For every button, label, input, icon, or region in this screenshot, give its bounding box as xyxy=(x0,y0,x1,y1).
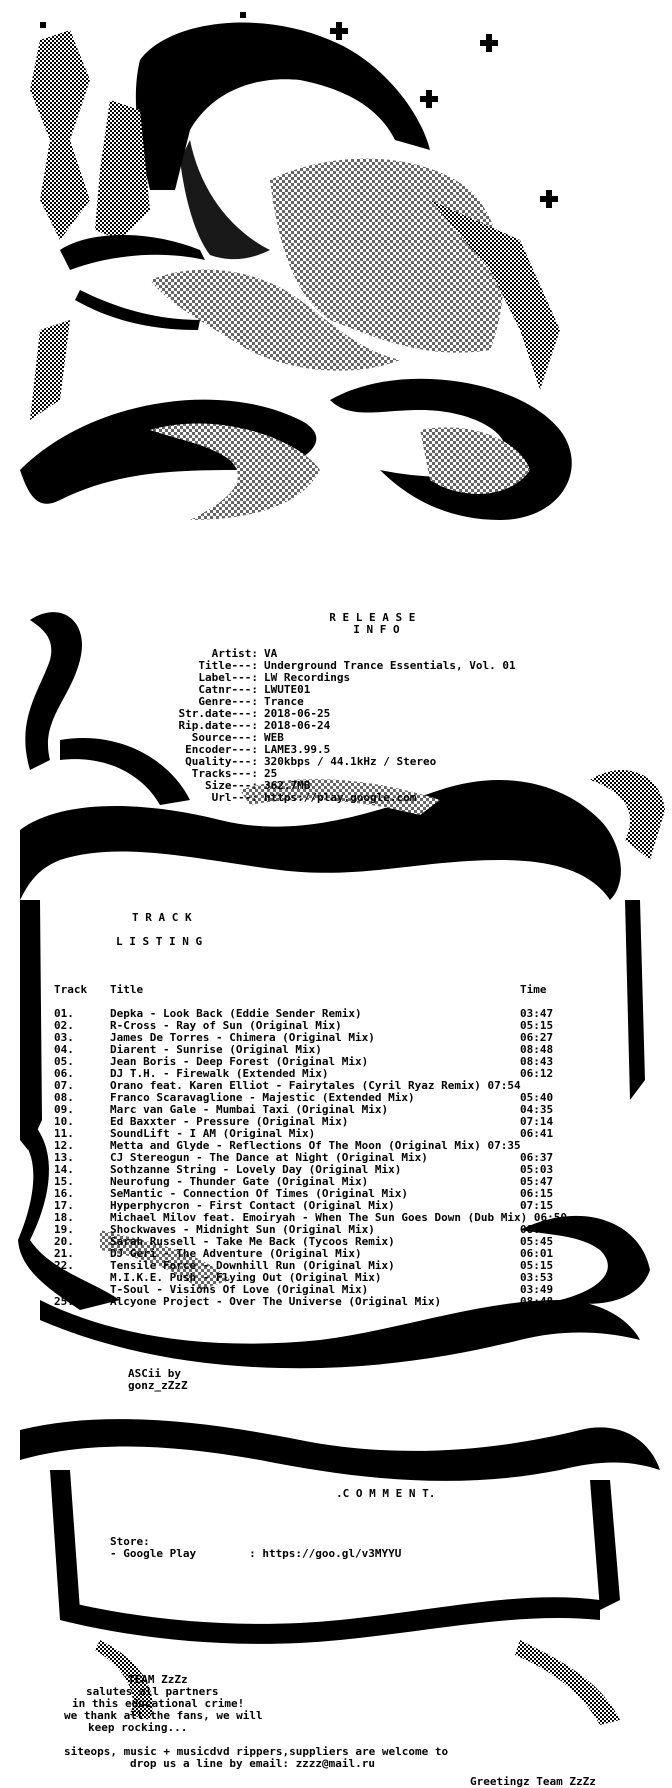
info-label: Encoder---: xyxy=(185,743,258,756)
track-number: 15. xyxy=(54,1175,74,1188)
release-heading-line2: I N F O xyxy=(353,623,400,636)
track-title: Alcyone Project - Over The Universe (Original Mix) xyxy=(110,1295,442,1308)
track-title: T-Soul - Visions Of Love (Original Mix) xyxy=(110,1283,369,1296)
col-time-header: Time xyxy=(520,983,547,996)
track-title: Metta and Glyde - Reflections Of The Moon (Original Mix) 07:35 xyxy=(110,1139,521,1152)
track-title: James De Torres - Chimera (Original Mix) xyxy=(110,1031,375,1044)
track-time: 06:12 xyxy=(520,1067,554,1080)
track-number: 09. xyxy=(54,1103,74,1116)
track-title: Hyperphycron - First Contact (Original Mix) xyxy=(110,1199,395,1212)
track-time: 04:35 xyxy=(520,1103,554,1116)
info-label: Rip.date---: xyxy=(178,719,258,732)
track-number: 03. xyxy=(54,1031,74,1044)
footer-line3: we thank all the fans, we will xyxy=(64,1709,263,1722)
track-time: 05:40 xyxy=(520,1091,554,1104)
track-number: 24. xyxy=(54,1283,74,1296)
footer-line6: drop us a line by email: zzzz@mail.ru xyxy=(130,1757,376,1770)
info-value: 25 xyxy=(264,767,278,780)
info-value: https://play.google.com xyxy=(264,791,417,804)
track-title: Shockwaves - Midnight Sun (Original Mix) xyxy=(110,1223,375,1236)
info-value: 320kbps / 44.1kHz / Stereo xyxy=(264,755,437,768)
track-number: 20. xyxy=(54,1235,74,1248)
info-value: 2018-06-25 xyxy=(264,707,331,720)
track-title: Franco Scaravaglione - Majestic (Extended Mix) xyxy=(110,1091,415,1104)
footer-line5: siteops, music + musicdvd rippers,suppliers are welcome to xyxy=(64,1745,449,1758)
rippers-heading: .R I P P E R S. xyxy=(336,1463,436,1476)
track-title: Sarah Russell - Take Me Back (Tycoos Remix) xyxy=(110,1235,395,1248)
track-number: 16. xyxy=(54,1187,74,1200)
track-title: Orano feat. Karen Elliot - Fairytales (Cyril Ryaz Remix) 07:54 xyxy=(110,1079,521,1092)
track-number: 22. xyxy=(54,1259,74,1272)
info-label: Size---: xyxy=(205,779,258,792)
info-label: Source---: xyxy=(191,731,258,744)
track-number: 17. xyxy=(54,1199,74,1212)
listing-heading: L I S T I N G xyxy=(116,935,203,948)
track-time: 06:41 xyxy=(520,1127,554,1140)
track-time: 07:15 xyxy=(520,1199,554,1212)
track-number: 11. xyxy=(54,1127,74,1140)
footer-greet: Greetingz Team ZzZz xyxy=(470,1775,596,1788)
track-time: 05:47 xyxy=(520,1175,554,1188)
info-label: Url---: xyxy=(211,791,258,804)
info-label: Genre---: xyxy=(198,695,258,708)
ascii-credit-line1: ASCii by xyxy=(128,1367,181,1380)
track-number: 08. xyxy=(54,1091,74,1104)
track-number: 19. xyxy=(54,1223,74,1236)
info-value: Underground Trance Essentials, Vol. 01 xyxy=(264,659,516,672)
track-title: SeMantic - Connection Of Times (Original Mix) xyxy=(110,1187,409,1200)
track-time: 05:15 xyxy=(520,1019,554,1032)
track-time: 05:15 xyxy=(520,1259,554,1272)
track-title: Marc van Gale - Mumbai Taxi (Original Mix) xyxy=(110,1103,389,1116)
info-value: 362.7MB xyxy=(264,779,311,792)
track-number: 04. xyxy=(54,1043,74,1056)
track-title: Diarent - Sunrise (Original Mix) xyxy=(110,1043,322,1056)
track-title: DJ T.H. - Firewalk (Extended Mix) xyxy=(110,1067,329,1080)
footer-line1: salutes all partners xyxy=(86,1685,219,1698)
track-time: 03:49 xyxy=(520,1283,554,1296)
track-number: 06. xyxy=(54,1067,74,1080)
info-value: 2018-06-24 xyxy=(264,719,331,732)
info-label: Catnr---: xyxy=(198,683,258,696)
track-number: 18. xyxy=(54,1211,74,1224)
track-title: SoundLift - I AM (Original Mix) xyxy=(110,1127,316,1140)
track-title: CJ Stereogun - The Dance at Night (Original Mix) xyxy=(110,1151,428,1164)
track-number: 12. xyxy=(54,1139,74,1152)
info-label: Title---: xyxy=(198,659,258,672)
track-number: 02. xyxy=(54,1019,74,1032)
info-value: VA xyxy=(264,647,278,660)
track-time: 03:53 xyxy=(520,1271,554,1284)
track-title: DJ Geri - The Adventure (Original Mix) xyxy=(110,1247,362,1260)
store-entry: - Google Play : https://goo.gl/v3MYYU xyxy=(110,1547,402,1560)
track-time: 06:01 xyxy=(520,1247,554,1260)
track-time: 05:03 xyxy=(520,1163,554,1176)
release-info-subheading xyxy=(340,612,400,636)
track-time: 08:07 xyxy=(520,1223,554,1236)
col-title-header: Title xyxy=(110,983,144,996)
col-track-header: Track xyxy=(54,983,88,996)
track-row xyxy=(54,1296,614,1308)
store-label: Store: xyxy=(110,1535,150,1548)
track-time: 08:43 xyxy=(520,1055,554,1068)
track-title: R-Cross - Ray of Sun (Original Mix) xyxy=(110,1019,342,1032)
track-number: 25. xyxy=(54,1295,74,1308)
track-time: 03:47 xyxy=(520,1007,554,1020)
track-time: 08:48 xyxy=(520,1043,554,1056)
track-number: 10. xyxy=(54,1115,74,1128)
info-label: Str.date---: xyxy=(178,707,258,720)
track-time: 08:48 xyxy=(520,1295,554,1308)
info-value: LW Recordings xyxy=(264,671,351,684)
track-title: M.I.K.E. Push - Flying Out (Original Mix) xyxy=(110,1271,382,1284)
track-title: Tensile Force - Downhill Run (Original Mix) xyxy=(110,1259,395,1272)
track-number: 13. xyxy=(54,1151,74,1164)
track-title: Ed Baxxter - Pressure (Original Mix) xyxy=(110,1115,349,1128)
track-number: 23. xyxy=(54,1271,74,1284)
footer-line4: keep rocking... xyxy=(88,1721,188,1734)
anime-portrait-art xyxy=(30,12,560,390)
info-label: Quality---: xyxy=(185,755,258,768)
release-heading-line1: R E L E A S E xyxy=(329,611,416,624)
info-value: LWUTE01 xyxy=(264,683,311,696)
track-time: 06:27 xyxy=(520,1031,554,1044)
info-value: Trance xyxy=(264,695,304,708)
track-number: 07. xyxy=(54,1079,74,1092)
footer-line2: in this educational crime! xyxy=(72,1697,245,1710)
track-time: 05:45 xyxy=(520,1235,554,1248)
footer-team: TEAM ZzZz xyxy=(128,1673,188,1686)
track-heading: T R A C K xyxy=(132,911,192,924)
track-time: 07:14 xyxy=(520,1115,554,1128)
track-time: 06:15 xyxy=(520,1187,554,1200)
track-time: 06:37 xyxy=(520,1151,554,1164)
track-title: Michael Milov feat. Emoiryah - When The Sun Goes Down (Dub Mix) 06:50 xyxy=(110,1211,567,1224)
info-label: Tracks---: xyxy=(191,767,258,780)
track-number: 01. xyxy=(54,1007,74,1020)
comment-heading: .C O M M E N T. xyxy=(336,1487,436,1500)
track-title: Neurofung - Thunder Gate (Original Mix) xyxy=(110,1175,369,1188)
track-title: Depka - Look Back (Eddie Sender Remix) xyxy=(110,1007,362,1020)
track-title: Sothzanne String - Lovely Day (Original Mix) xyxy=(110,1163,402,1176)
info-label: Label---: xyxy=(198,671,258,684)
ascii-credit-line2: gonz_zZzZ xyxy=(128,1379,188,1392)
track-number: 14. xyxy=(54,1163,74,1176)
track-number: 21. xyxy=(54,1247,74,1260)
info-value: LAME3.99.5 xyxy=(264,743,331,756)
info-value: WEB xyxy=(264,731,284,744)
info-label: Artist: xyxy=(211,647,258,660)
track-number: 05. xyxy=(54,1055,74,1068)
track-title: Jean Boris - Deep Forest (Original Mix) xyxy=(110,1055,369,1068)
